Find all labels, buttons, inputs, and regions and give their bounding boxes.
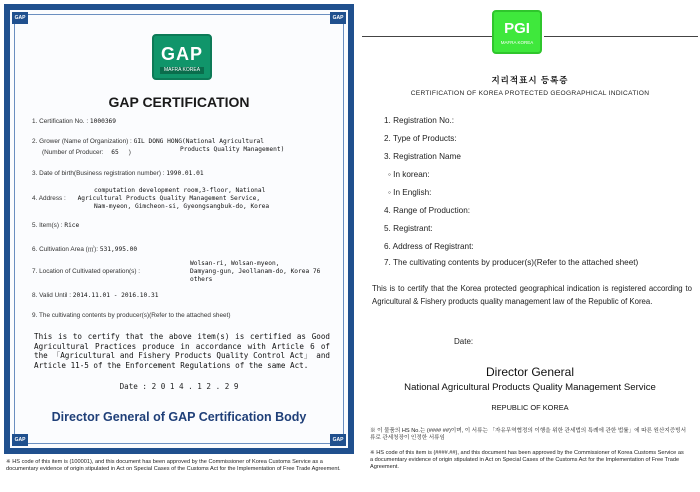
- gap-field-4: 4. Address : Agricultural Products Quality Management Service,: [32, 195, 261, 202]
- gap-grower-line2: Products Quality Management): [180, 146, 285, 153]
- gap-address-line1: computation development room,3-floor, National: [94, 187, 266, 194]
- gap-title: GAP CERTIFICATION: [108, 94, 250, 110]
- gap-certificate: [4, 4, 354, 454]
- pgi-signature-title: Director General: [485, 365, 575, 379]
- pgi-field-3b: ◦ In English:: [388, 188, 432, 197]
- gap-location-line2: Damyang-gun, Jeollanam-do, Korea 76: [190, 268, 321, 275]
- gap-certify-text: This is to certify that the above item(s) is certified as Good Agricultural Practices produce in accordance with Article 6 of the 「Agricultural and Fishery Products Quality Control Act」 and Article 11-5 of the Enforcement Regulations of the same Act.: [34, 332, 330, 370]
- pgi-field-4: 4. Range of Production:: [384, 206, 471, 215]
- gap-producer-count: (Number of Producer: 65 ): [42, 149, 131, 156]
- gap-corner-tr: GAP: [330, 12, 346, 24]
- pgi-field-5: 5. Registrant:: [384, 224, 433, 233]
- gap-field-3: 3. Date of birth(Business registration number) : 1990.01.01: [32, 170, 204, 177]
- gap-corner-bl: GAP: [12, 434, 28, 446]
- gap-corner-tl: GAP: [12, 12, 28, 24]
- pgi-header-rule-left: [362, 36, 492, 37]
- pgi-field-1: 1. Registration No.:: [384, 116, 455, 125]
- gap-location-line3: others: [190, 276, 213, 283]
- pgi-date: Date:: [454, 337, 474, 346]
- pgi-field-2: 2. Type of Products:: [384, 134, 457, 143]
- gap-date: Date : 2 0 1 4 . 1 2 . 2 9: [119, 382, 239, 391]
- pgi-title: CERTIFICATION OF KOREA PROTECTED GEOGRAPHICAL INDICATION: [410, 90, 650, 97]
- pgi-logo: [492, 10, 542, 54]
- pgi-certify-text: This is to certify that the Korea protected geographical indication is registered according to Agricultural & Fishery products quality management law of the Republic of Korea.: [372, 284, 692, 306]
- pgi-field-7: 7. The cultivating contents by producer(s)(Refer to the attached sheet): [384, 258, 639, 267]
- gap-field-1: 1. Certification No. : 1000369: [32, 118, 116, 125]
- pgi-signature-org: National Agricultural Products Quality Management Service: [404, 382, 656, 393]
- gap-location-line1: Wolsan-ri, Wolsan-myeon,: [190, 260, 280, 267]
- gap-logo-text: GAP: [160, 44, 203, 64]
- gap-field-5: 5. Item(s) : Rice: [32, 222, 80, 229]
- gap-field-7: 7. Location of Cultivated operation(s) :: [32, 268, 141, 275]
- pgi-certificate: [362, 4, 698, 484]
- pgi-header-rule-right: [544, 36, 698, 37]
- pgi-korean-title: 지리적표시 등록증: [491, 75, 569, 85]
- gap-address-line3: Nam-myeon, Gimcheon-si, Gyeongsangbuk-do, Korea: [94, 203, 270, 210]
- gap-corner-br: GAP: [330, 434, 346, 446]
- gap-field-6: 6. Cultivation Area (㎡): 531,995.00: [32, 246, 138, 253]
- pgi-note-korean: ※ 이 물품의 HS No.는 (#### ##)이며, 이 서류는 「자유무역협정의 이행을 위한 관세법의 특례에 관한 법률」에 따른 원산지증빙서류로 관세청장이 인정한 서류임: [370, 428, 686, 441]
- pgi-field-6: 6. Address of Registrant:: [384, 242, 474, 251]
- gap-logo: [152, 34, 212, 80]
- gap-footnote: ※ HS code of this item is (100001), and this document has been approved by the Commissioner of Korea Customs Service as a documentary evidence of origin stipulated in Act on Special Cases of the Customs Act for the Implementation of Free Trade Agreement.: [6, 459, 341, 472]
- pgi-note-english: ※ HS code of this item is (####.##), and this document has been approved by the Commissioner of Korea Customs Service as a documentary evidence of origin stipulated in Act on Special Cases of the Customs Act for the Implementation of Free Trade Agreement.: [370, 450, 684, 470]
- pgi-logo-sub: MAFRA KOREA: [500, 40, 534, 45]
- gap-signature: Director General of GAP Certification Body: [51, 410, 307, 424]
- pgi-signature-country: REPUBLIC OF KOREA: [491, 403, 569, 412]
- gap-field-8: 8. Valid Until : 2014.11.01 - 2016.10.31: [32, 292, 159, 299]
- pgi-logo-text: PGI: [504, 20, 530, 37]
- gap-field-2: 2. Grower (Name of Organization) : GIL DONG HONG(National Agricultural: [32, 138, 264, 145]
- pgi-field-3a: ◦ In korean:: [388, 170, 430, 179]
- gap-field-9: 9. The cultivating contents by producer(s)(Refer to the attached sheet): [32, 312, 231, 319]
- pgi-field-3: 3. Registration Name: [384, 152, 461, 161]
- gap-logo-sub: MAFRA KOREA: [160, 67, 204, 74]
